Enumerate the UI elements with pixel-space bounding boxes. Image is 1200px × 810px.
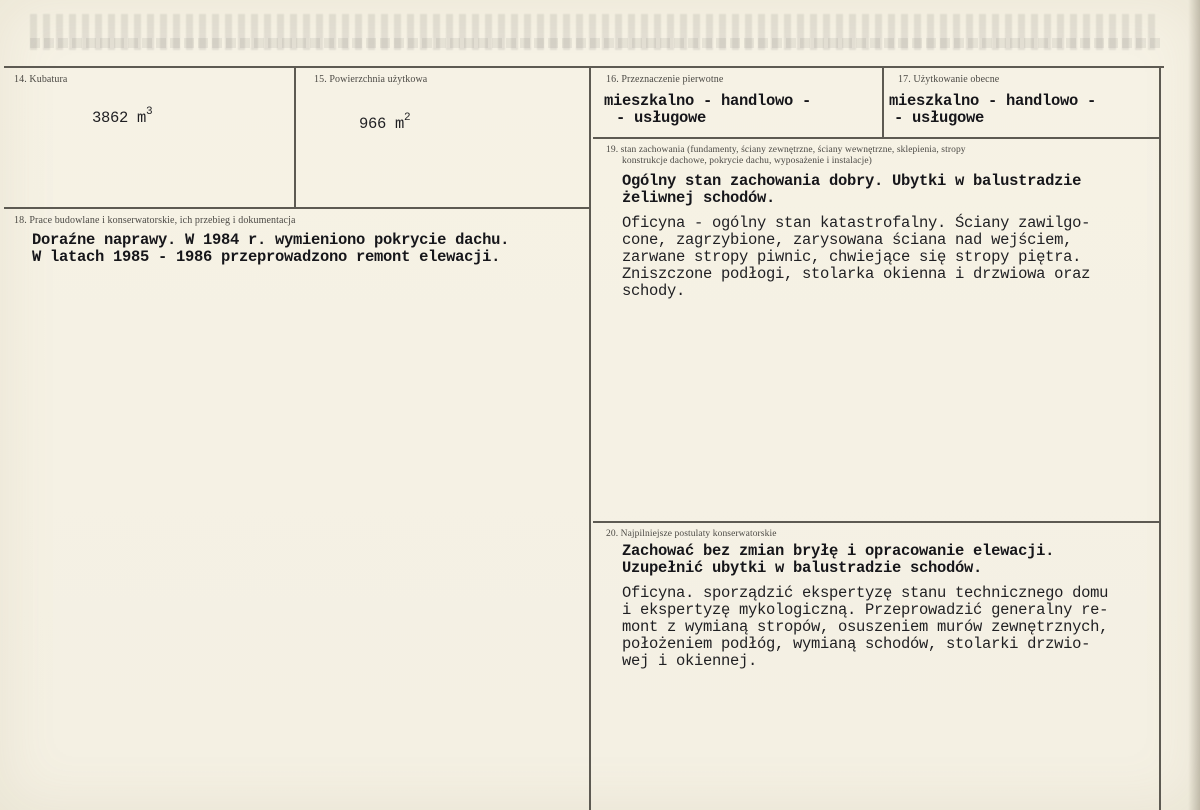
postulaty-para2-line-5: wej i okiennej.: [622, 652, 758, 670]
stan-para2-line-4: Zniszczone podłogi, stolarka okienna i drzwiowa oraz: [622, 265, 1091, 283]
kubatura-number: 3862 m: [92, 109, 147, 127]
przeznaczenie-label: 16. Przeznaczenie pierwotne: [606, 74, 724, 85]
postulaty-para1-line-1: Zachować bez zmian bryłę i opracowanie elewacji.: [622, 542, 1055, 560]
rule-top: [4, 66, 1164, 68]
rule-v-center: [589, 66, 591, 810]
powierzchnia-number: 966 m: [359, 115, 405, 133]
card-edge-shadow: [1188, 0, 1200, 810]
rule-f20-top: [593, 521, 1161, 523]
uzytkowanie-line-1: mieszkalno - handlowo -: [889, 92, 1097, 110]
kubatura-label: 14. Kubatura: [14, 74, 68, 85]
rule-row1-right: [593, 137, 1161, 139]
powierzchnia-exponent: 2: [404, 112, 411, 124]
przeznaczenie-line-1: mieszkalno - handlowo -: [604, 92, 812, 110]
prace-line-2: W latach 1985 - 1986 przeprowadzono remont elewacji.: [32, 248, 501, 266]
rule-v-right: [1159, 66, 1161, 810]
powierzchnia-value: [359, 112, 411, 133]
prace-label: 18. Prace budowlane i konserwatorskie, ich przebieg i dokumentacja: [14, 215, 296, 226]
stan-para2-line-3: zarwane stropy piwnic, chwiejące się stropy piętra.: [622, 248, 1082, 266]
postulaty-para2-line-1: Oficyna. sporządzić ekspertyzę stanu technicznego domu: [622, 584, 1109, 602]
postulaty-para2-line-3: mont z wymianą stropów, osuszeniem murów zewnętrznych,: [622, 618, 1109, 636]
stan-para2-line-5: schody.: [622, 282, 686, 300]
stan-para1-line-2: żeliwnej schodów.: [622, 189, 776, 207]
postulaty-para2-line-4: położeniem podłóg, wymianą schodów, stolarki drzwio-: [622, 635, 1091, 653]
rule-v-14-15: [294, 66, 296, 208]
uzytkowanie-line-2: - usługowe: [894, 109, 985, 127]
rule-v-16-17: [882, 66, 884, 138]
prace-line-1: Doraźne naprawy. W 1984 r. wymieniono pokrycie dachu.: [32, 231, 510, 249]
kubatura-exponent: 3: [146, 106, 153, 118]
stan-label-line-2: konstrukcje dachowe, pokrycie dachu, wyposażenie i instalacje): [622, 156, 872, 166]
kubatura-value: [92, 106, 153, 127]
stan-label-line-1: 19. stan zachowania (fundamenty, ściany zewnętrzne, ściany wewnętrzne, sklepienia, stropy: [606, 145, 966, 155]
show-through-text: [0, 0, 1200, 62]
powierzchnia-label: 15. Powierzchnia użytkowa: [314, 74, 428, 85]
postulaty-label: 20. Najpilniejsze postulaty konserwatorskie: [606, 529, 777, 539]
ghost-text-band-2: [30, 38, 1160, 48]
przeznaczenie-line-2: - usługowe: [616, 109, 707, 127]
stan-para2-line-1: Oficyna - ogólny stan katastrofalny. Ściany zawilgo-: [622, 214, 1091, 232]
stan-para1-line-1: Ogólny stan zachowania dobry. Ubytki w balustradzie: [622, 172, 1082, 190]
uzytkowanie-label: 17. Użytkowanie obecne: [898, 74, 1000, 85]
postulaty-para2-line-2: i ekspertyzę mykologiczną. Przeprowadzić generalny re-: [622, 601, 1109, 619]
stan-para2-line-2: cone, zagrzybione, zarysowana ściana nad wejściem,: [622, 231, 1073, 249]
postulaty-para1-line-2: Uzupełnić ubytki w balustradzie schodów.: [622, 559, 983, 577]
rule-row1-left: [4, 207, 590, 209]
